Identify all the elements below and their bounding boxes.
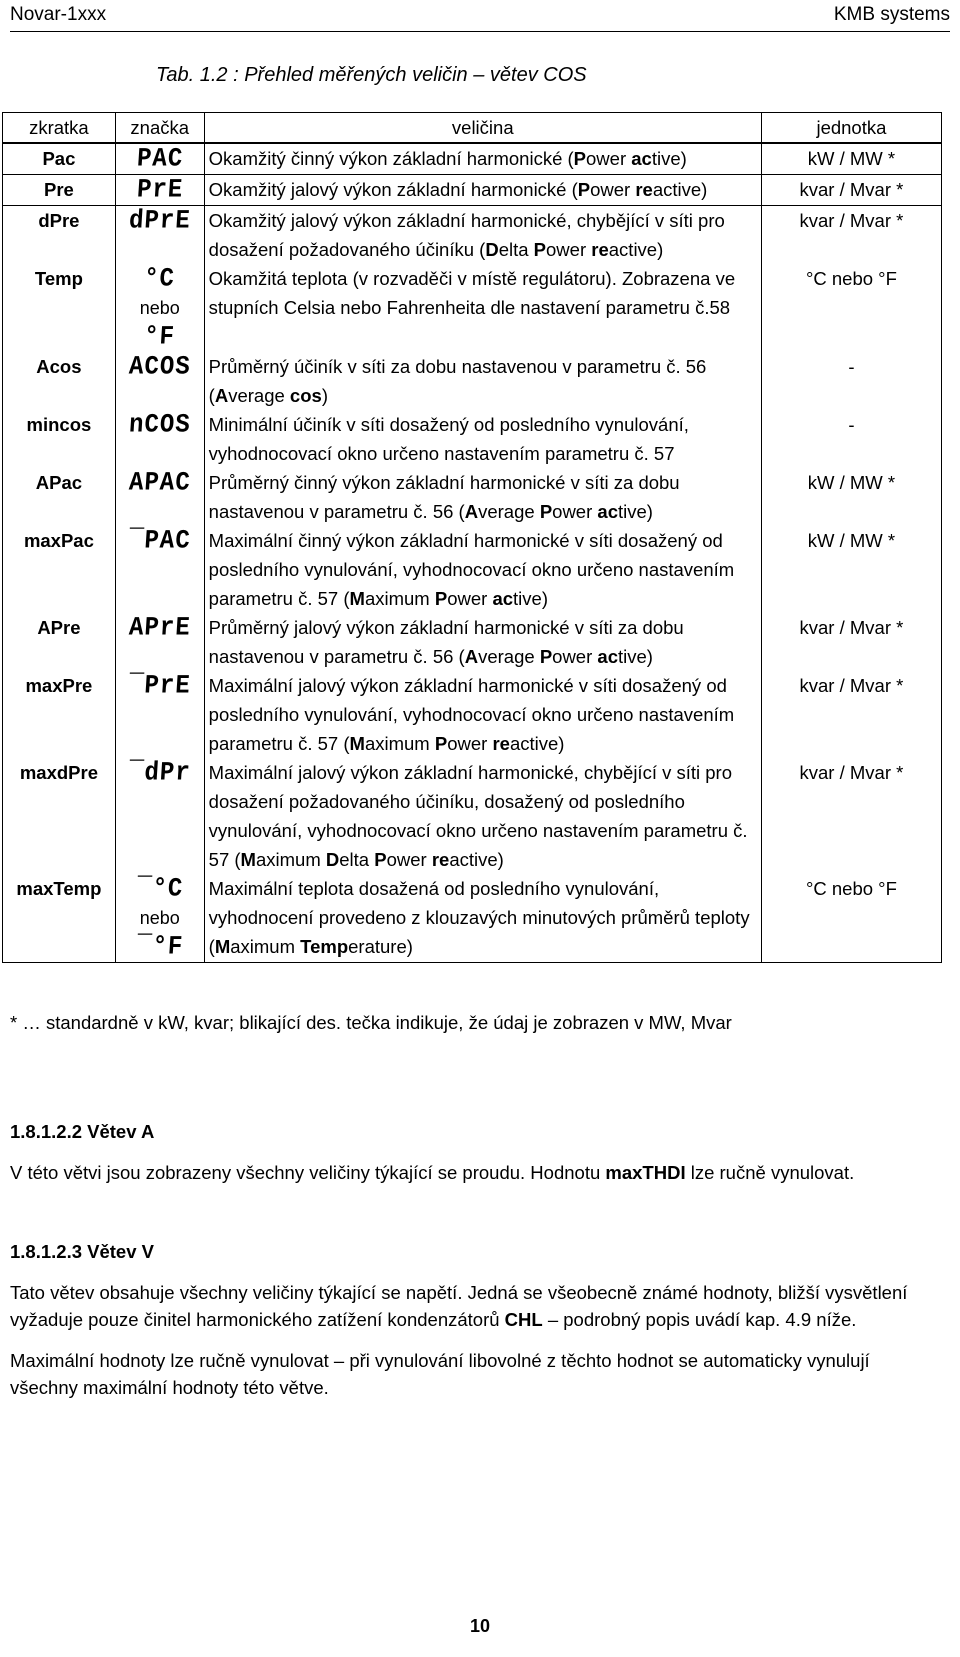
section-a-title: 1.8.1.2.2 Větev A <box>10 1121 155 1142</box>
desc-acronym-part: re <box>591 239 609 260</box>
desc-text: aximum <box>255 849 326 870</box>
display-symbol: ACOS <box>127 352 192 383</box>
desc-acronym-part: M <box>349 733 365 754</box>
desc-acronym-part: P <box>434 588 448 609</box>
keyword-chl: CHL <box>504 1309 543 1330</box>
cell-description <box>204 143 761 175</box>
desc-text: verage <box>478 646 540 667</box>
section-a <box>10 1118 910 1186</box>
desc-text: Maximální činný výkon základní harmonické v síti dosažený od posledního vynulování, vyhodnocovací okno určeno nastavením parametru č. 57 ( <box>208 530 735 609</box>
display-symbol: ‾°C <box>135 874 184 905</box>
desc-acronym-part: M <box>240 849 256 870</box>
cell-unit: kvar / Mvar * <box>761 175 941 206</box>
desc-text: tive) <box>617 501 653 522</box>
desc-text: tive) <box>513 588 548 609</box>
cell-symbol <box>115 352 204 410</box>
section-v-body: Tato větev obsahuje všechny veličiny týkající se napětí. Jedná se všeobecně známé hodnoty, bližší vysvětlení vyžaduje pouze činitel harmonického zatížení kondenzátorů CHL – podrobný popis uvádí kap. 4.9 níže. <box>10 1282 908 1330</box>
cell-unit: - <box>761 410 941 468</box>
desc-acronym-part: D <box>325 849 340 870</box>
desc-text: Průměrný jalový výkon základní harmonické v síti za dobu nastavenou v parametru č. 56 ( <box>208 617 684 667</box>
desc-text: aximum <box>364 588 435 609</box>
section-a-body: V této větvi jsou zobrazeny všechny veličiny týkající se proudu. Hodnotu maxTHDI lze ručně vynulovat. <box>10 1162 855 1183</box>
desc-acronym-part: re <box>431 849 450 870</box>
cell-abbr: maxdPre <box>3 758 116 874</box>
section-v-body-2: Maximální hodnoty lze ručně vynulovat – při vynulování libovolné z těchto hodnot se automaticky vynulují všechny maximální hodnoty této větve. <box>10 1350 870 1398</box>
symbol-or: nebo <box>139 298 180 318</box>
desc-text: Průměrný účiník v síti za dobu nastavenou v parametru č. 56 ( <box>208 356 707 406</box>
cell-description <box>204 874 761 963</box>
cell-symbol <box>115 264 204 352</box>
table-row <box>3 264 942 352</box>
desc-acronym-part: ac <box>597 646 618 667</box>
desc-text: active) <box>509 733 565 754</box>
cell-abbr: Pac <box>3 143 116 175</box>
desc-text: Minimální účiník v síti dosažený od posledního vynulování, vyhodnocovací okno určeno nastavením parametru č. 57 <box>208 414 689 464</box>
display-symbol-alt: ‾°F <box>135 932 184 963</box>
display-symbol: dPrE <box>127 206 192 237</box>
display-symbol-alt: °F <box>143 322 177 353</box>
col-header-abbr: zkratka <box>3 113 116 144</box>
quantities-table <box>2 112 942 963</box>
desc-acronym-part: A <box>464 646 479 667</box>
cell-symbol <box>115 468 204 526</box>
cell-unit: °C nebo °F <box>761 874 941 963</box>
desc-text: Okamžitý jalový výkon základní harmonické ( <box>208 179 578 200</box>
table-row <box>3 671 942 758</box>
header-product: Novar-1xxx <box>10 4 107 25</box>
cell-description <box>204 352 761 410</box>
desc-text: Okamžitý jalový výkon základní harmonické, chybějící v síti pro dosažení požadovaného účiníku ( <box>208 210 725 260</box>
cell-symbol <box>115 410 204 468</box>
display-symbol: nCOS <box>127 410 192 441</box>
cell-unit: - <box>761 352 941 410</box>
table-row <box>3 206 942 265</box>
cell-description <box>204 410 761 468</box>
display-symbol: PrE <box>135 175 184 206</box>
cell-unit: kvar / Mvar * <box>761 613 941 671</box>
desc-text: Maximální teplota dosažená od posledního vynulování, vyhodnocení provedeno z klouzavých minutových průměrů teploty ( <box>208 878 750 957</box>
symbol-or: nebo <box>139 908 180 928</box>
desc-acronym-part: ac <box>492 588 514 609</box>
display-symbol: APAC <box>127 468 192 499</box>
desc-acronym-part: cos <box>289 385 322 406</box>
table-row <box>3 758 942 874</box>
header-rule <box>10 31 950 32</box>
table-row <box>3 175 942 206</box>
desc-acronym-part: P <box>374 849 387 870</box>
desc-acronym-part: D <box>485 239 499 260</box>
cell-symbol <box>115 671 204 758</box>
table-row <box>3 410 942 468</box>
desc-acronym-part: A <box>464 501 479 522</box>
cell-symbol <box>115 613 204 671</box>
desc-text: Maximální jalový výkon základní harmonické, chybějící v síti pro dosažení požadovaného účiníku, dosažený od posledního vynulování, vyhodnocovací okno určeno nastavením parametru č. 57 ( <box>208 762 748 870</box>
table-header-row <box>3 113 942 144</box>
desc-text: tive) <box>651 148 687 169</box>
cell-unit: kvar / Mvar * <box>761 758 941 874</box>
cell-description <box>204 264 761 352</box>
table-row <box>3 468 942 526</box>
cell-symbol <box>115 758 204 874</box>
cell-symbol <box>115 526 204 613</box>
cell-abbr: maxTemp <box>3 874 116 963</box>
cell-abbr: APre <box>3 613 116 671</box>
cell-description <box>204 758 761 874</box>
cell-abbr: maxPac <box>3 526 116 613</box>
cell-description <box>204 206 761 265</box>
cell-abbr: maxPre <box>3 671 116 758</box>
desc-acronym-part: M <box>349 588 365 609</box>
table-row <box>3 352 942 410</box>
desc-text: ) <box>321 385 328 406</box>
desc-acronym-part: A <box>214 385 229 406</box>
desc-acronym-part: re <box>492 733 510 754</box>
desc-text: Průměrný činný výkon základní harmonické v síti za dobu nastavenou v parametru č. 56 ( <box>208 472 680 522</box>
desc-text: active) <box>608 239 664 260</box>
cell-abbr: Acos <box>3 352 116 410</box>
display-symbol: PAC <box>135 144 184 175</box>
desc-text: ower <box>590 179 636 200</box>
desc-text: Okamžitá teplota (v rozvaděči v místě regulátoru). Zobrazena ve stupních Celsia nebo Fahrenheita dle nastavení parametru č.58 <box>208 268 736 318</box>
desc-text: active) <box>652 179 708 200</box>
desc-acronym-part: ac <box>597 501 618 522</box>
desc-text: aximum <box>230 936 301 957</box>
desc-text: ower <box>552 501 598 522</box>
cell-symbol <box>115 874 204 963</box>
cell-abbr: APac <box>3 468 116 526</box>
desc-acronym-part: Temp <box>300 936 349 957</box>
desc-acronym-part: P <box>539 646 553 667</box>
col-header-unit: jednotka <box>761 113 941 144</box>
desc-text: verage <box>478 501 540 522</box>
table-row <box>3 613 942 671</box>
display-symbol: APrE <box>127 613 192 644</box>
desc-acronym-part: P <box>577 179 591 200</box>
desc-text: ower <box>447 588 493 609</box>
display-symbol: ‾PAC <box>127 526 192 557</box>
display-symbol: ‾dPr <box>127 758 192 789</box>
section-v <box>10 1238 910 1401</box>
cell-unit: kW / MW * <box>761 143 941 175</box>
desc-acronym-part: P <box>573 148 586 169</box>
desc-text: elta <box>339 849 375 870</box>
desc-acronym-part: M <box>214 936 231 957</box>
table-row <box>3 874 942 963</box>
section-v-title: 1.8.1.2.3 Větev V <box>10 1241 154 1262</box>
desc-text: elta <box>498 239 534 260</box>
cell-unit: °C nebo °F <box>761 264 941 352</box>
desc-acronym-part: P <box>539 501 553 522</box>
desc-text: Maximální jalový výkon základní harmonické v síti dosažený od posledního vynulování, vyhodnocovací okno určeno nastavením parametru č. 57 ( <box>208 675 735 754</box>
desc-text: ower <box>552 646 598 667</box>
cell-description <box>204 175 761 206</box>
desc-text: Okamžitý činný výkon základní harmonické ( <box>208 148 574 169</box>
display-symbol: ‾PrE <box>127 671 192 702</box>
cell-symbol <box>115 175 204 206</box>
desc-text: ower <box>586 148 632 169</box>
cell-symbol <box>115 143 204 175</box>
cell-abbr: Temp <box>3 264 116 352</box>
footnote: * … standardně v kW, kvar; blikající des. tečka indikuje, že údaj je zobrazen v MW, Mvar <box>10 1012 732 1033</box>
desc-text: active) <box>449 849 504 870</box>
cell-abbr: dPre <box>3 206 116 265</box>
desc-text: ower <box>386 849 432 870</box>
desc-text: verage <box>228 385 290 406</box>
col-header-sym: značka <box>115 113 204 144</box>
table-caption: Tab. 1.2 : Přehled měřených veličin – větev COS <box>156 64 587 86</box>
desc-text: ower <box>546 239 592 260</box>
keyword-maxthdi: maxTHDI <box>605 1162 686 1183</box>
table-row <box>3 143 942 175</box>
cell-unit: kW / MW * <box>761 526 941 613</box>
header-company: KMB systems <box>833 4 950 25</box>
cell-description <box>204 468 761 526</box>
desc-acronym-part: re <box>635 179 653 200</box>
desc-text: ower <box>447 733 493 754</box>
cell-description <box>204 526 761 613</box>
page-number: 10 <box>469 1616 491 1636</box>
cell-unit: kvar / Mvar * <box>761 206 941 265</box>
desc-text: tive) <box>617 646 653 667</box>
cell-description <box>204 613 761 671</box>
desc-acronym-part: ac <box>631 148 652 169</box>
cell-abbr: mincos <box>3 410 116 468</box>
desc-text: aximum <box>364 733 435 754</box>
cell-description <box>204 671 761 758</box>
cell-unit: kvar / Mvar * <box>761 671 941 758</box>
col-header-desc: veličina <box>204 113 761 144</box>
cell-unit: kW / MW * <box>761 468 941 526</box>
desc-acronym-part: P <box>533 239 547 260</box>
desc-acronym-part: P <box>434 733 448 754</box>
table-row <box>3 526 942 613</box>
cell-symbol <box>115 206 204 265</box>
cell-abbr: Pre <box>3 175 116 206</box>
display-symbol: °C <box>143 264 177 295</box>
desc-text: erature) <box>348 936 413 957</box>
